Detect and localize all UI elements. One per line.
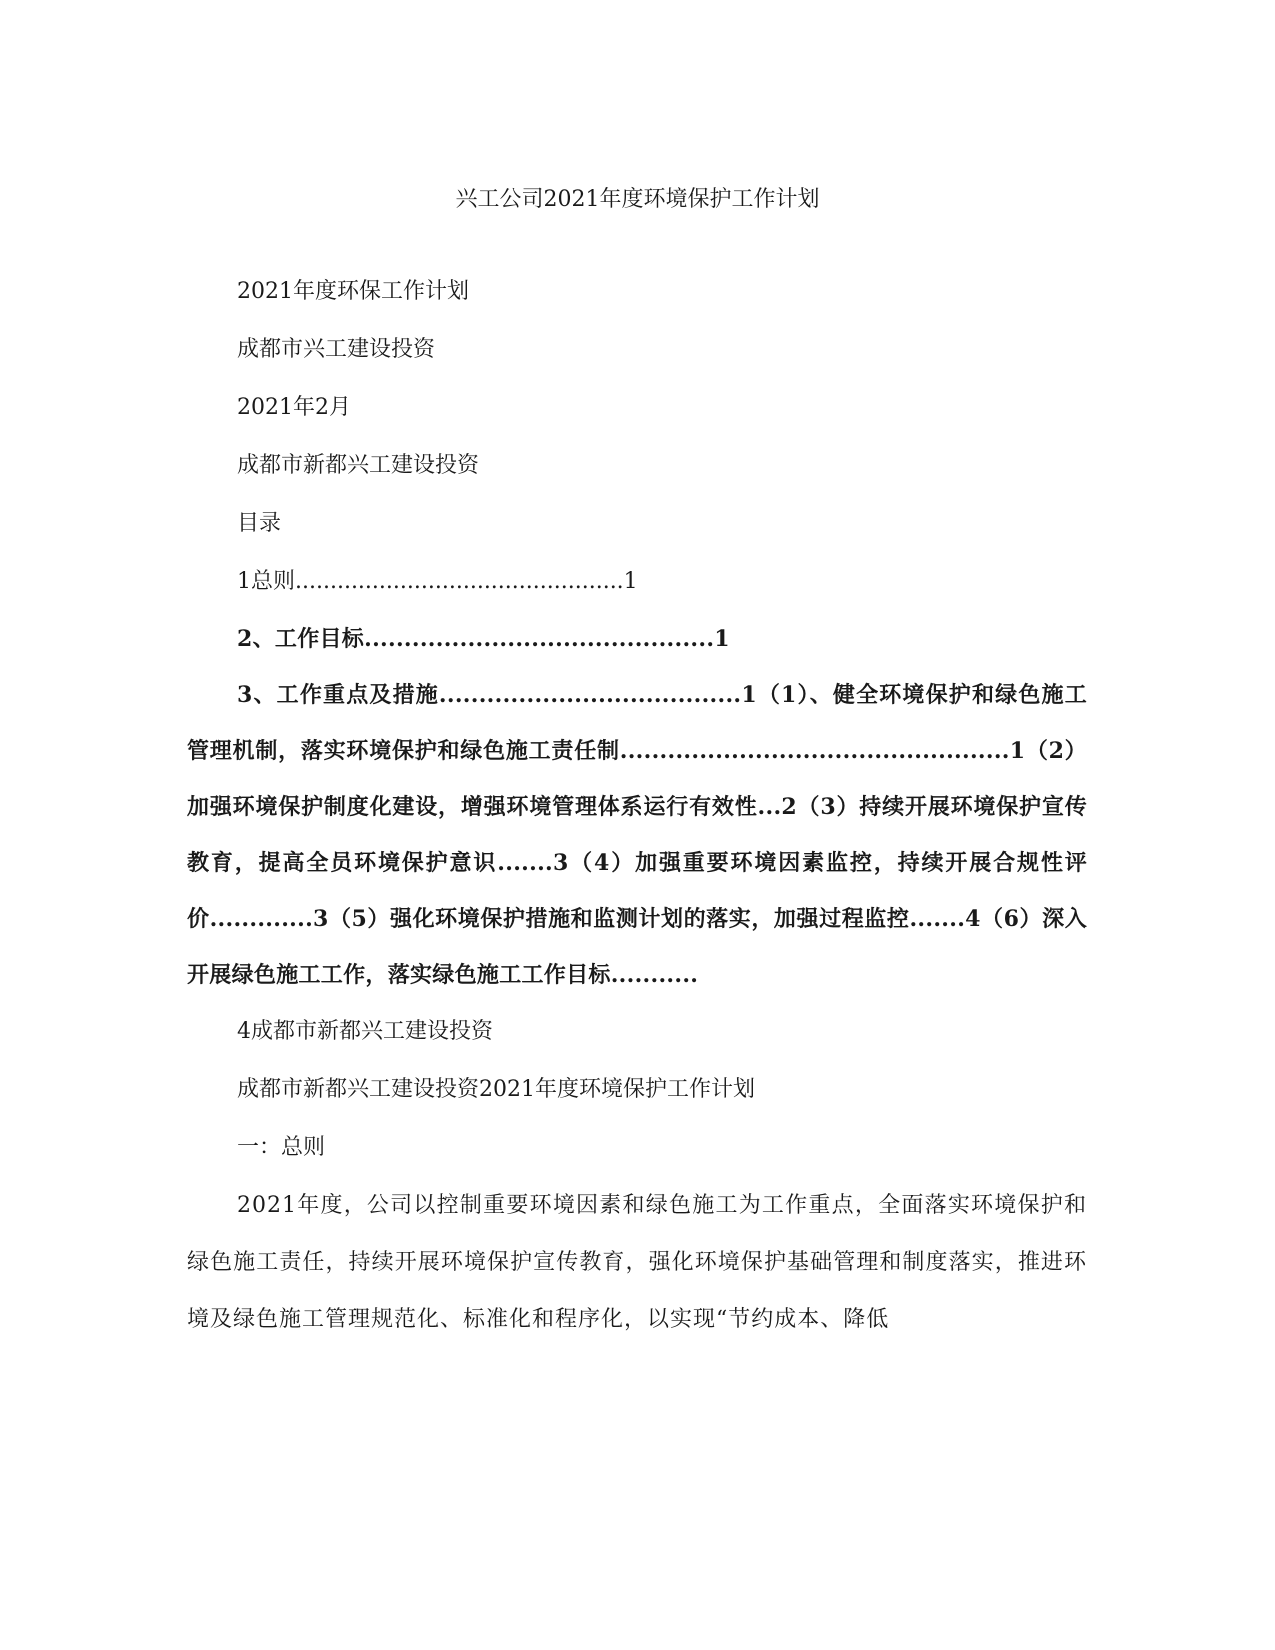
section-paragraph-general: 2021年度，公司以控制重要环境因素和绿色施工为工作重点，全面落实环境保护和绿色施工责任，持续开展环境保护宣传教育，强化环境保护基础管理和制度落实，推进环境及绿色施工管理规范化、标准化和程序化，以实现“节约成本、降低 bbox=[187, 1193, 1087, 1332]
main-heading: 成都市新都兴工建设投资2021年度环境保护工作计划 bbox=[237, 1077, 755, 1102]
cover-company-short: 成都市兴工建设投资 bbox=[237, 337, 436, 362]
document-title: 兴工公司2021年度环境保护工作计划 bbox=[455, 187, 820, 212]
cover-plan-name: 2021年度环保工作计划 bbox=[237, 279, 469, 304]
cover-date: 2021年2月 bbox=[237, 395, 351, 420]
toc-item-general: 1总则...............................................1 bbox=[237, 569, 638, 594]
toc-heading: 目录 bbox=[237, 511, 282, 536]
cover-company-full: 成都市新都兴工建设投资 bbox=[237, 453, 480, 478]
document-body bbox=[187, 263, 1087, 1348]
section-heading-general: 一：总则 bbox=[237, 1135, 326, 1160]
toc-item-goals: 2、工作目标............................................1 bbox=[237, 626, 730, 652]
toc-end-line: 4成都市新都兴工建设投资 bbox=[237, 1019, 493, 1044]
toc-item-focus-measures: 3、工作重点及措施......................................1（1）、健全环境保护和绿色施工管理机制，落实环境保护和绿色施工责任制.................................................1（2）加强环境保护制度化建设，增强环境管理体系运行有效性...2（3）持续开展环境保护宣传教育，提高全员环境保护意识.......3（4）加强重要环境因素监控，持续开展合规性评价.............3（5）强化环境保护措施和监测计划的落实，加强过程监控.......4（6）深入开展绿色施工工作，落实绿色施工工作目标........... bbox=[187, 682, 1087, 988]
